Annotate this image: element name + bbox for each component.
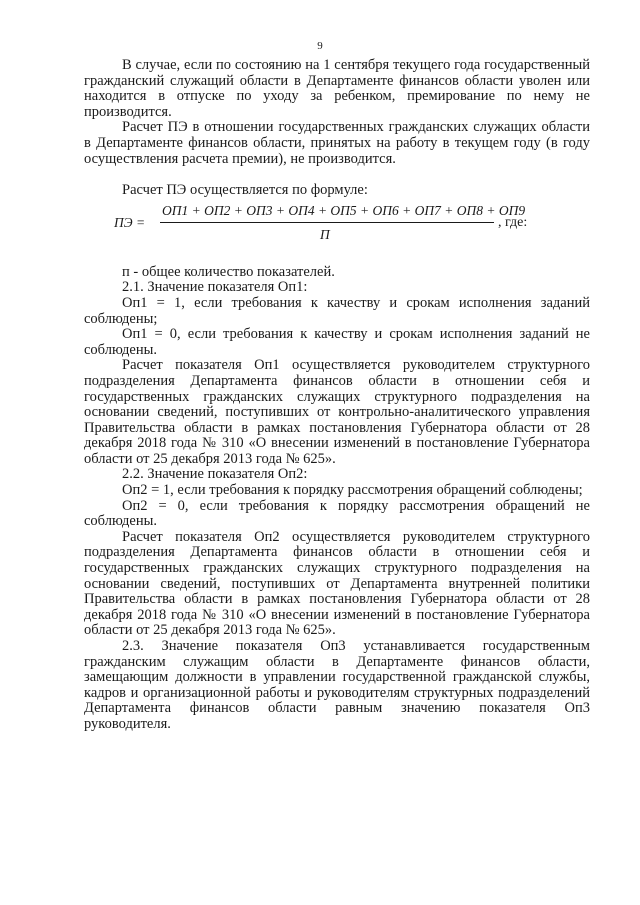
formula-numerator: ОП1 + ОП2 + ОП3 + ОП4 + ОП5 + ОП6 + ОП7 + ОП8 + ОП9 (162, 202, 526, 218)
formula-lhs: ПЭ = (114, 214, 146, 230)
paragraph-formula-intro: Расчет ПЭ осуществляется по формуле: (122, 182, 368, 199)
paragraph-op2-equals-0: Оп2 = 0, если требования к порядку рассмотрения обращений не соблюдены. (84, 497, 590, 530)
formula-fraction-bar (160, 222, 494, 223)
formula-denominator: П (320, 226, 330, 242)
formula (84, 203, 590, 255)
paragraph-op1-calculation: Расчет показателя Оп1 осуществляется руководителем структурного подразделения Департамента финансов области в отношении себя и государственных гражданских служащих структурного подразделения на основании сведений, поступивших от контрольно-аналитического управления Правительства области в рамках постановления Губернатора области от 28 декабря 2018 года № 310 «О внесении изменений в постановление Губернатора области от 25 декабря 2013 года № 625». (84, 357, 590, 467)
heading-op1: 2.1. Значение показателя Оп1: (122, 279, 308, 296)
page-number: 9 (317, 40, 323, 52)
paragraph-dismissal-rule: В случае, если по состоянию на 1 сентября текущего года государственный гражданский служащий области в Департаменте финансов области уволен или находится в отпуске по уходу за ребенком, премирование по нему не производится. (84, 57, 590, 120)
paragraph-op1-equals-0: Оп1 = 0, если требования к качеству и срокам исполнения заданий не соблюдены. (84, 326, 590, 358)
paragraph-n-definition: п - общее количество показателей. (122, 263, 335, 280)
paragraph-op2-calculation: Расчет показателя Оп2 осуществляется руководителем структурного подразделения Департамента финансов области в отношении себя и государственных гражданских служащих структурного подразделения на основании сведений, поступивших от Департамента внутренней политики Правительства области в рамках постановления Губернатора области от 28 декабря 2018 года № 310 «О внесении изменений в постановление Губернатора области от 25 декабря 2013 года № 625». (84, 528, 590, 639)
formula-tail: , где: (498, 214, 528, 230)
paragraph-op1-equals-1: Оп1 = 1, если требования к качеству и срокам исполнения заданий соблюдены; (84, 294, 590, 327)
paragraph-new-hires-rule: Расчет ПЭ в отношении государственных гражданских служащих области в Департаменте финансов области, принятых на работу в текущем году (в году осуществления расчета премии), не производится. (84, 119, 590, 167)
paragraph-op2-equals-1: Оп2 = 1, если требования к порядку рассмотрения обращений соблюдены; (122, 482, 583, 499)
heading-op2: 2.2. Значение показателя Оп2: (122, 466, 308, 483)
document-body (84, 58, 590, 733)
paragraph-op3: 2.3. Значение показателя Оп3 устанавливается государственным гражданским служащим области в Департаменте финансов области, замещающим должности в управлении государственной гражданской службы, кадров и организационной работы и руководителям структурных подразделений Департамента финансов области равным значению показателя Оп3 руководителя. (84, 638, 590, 732)
